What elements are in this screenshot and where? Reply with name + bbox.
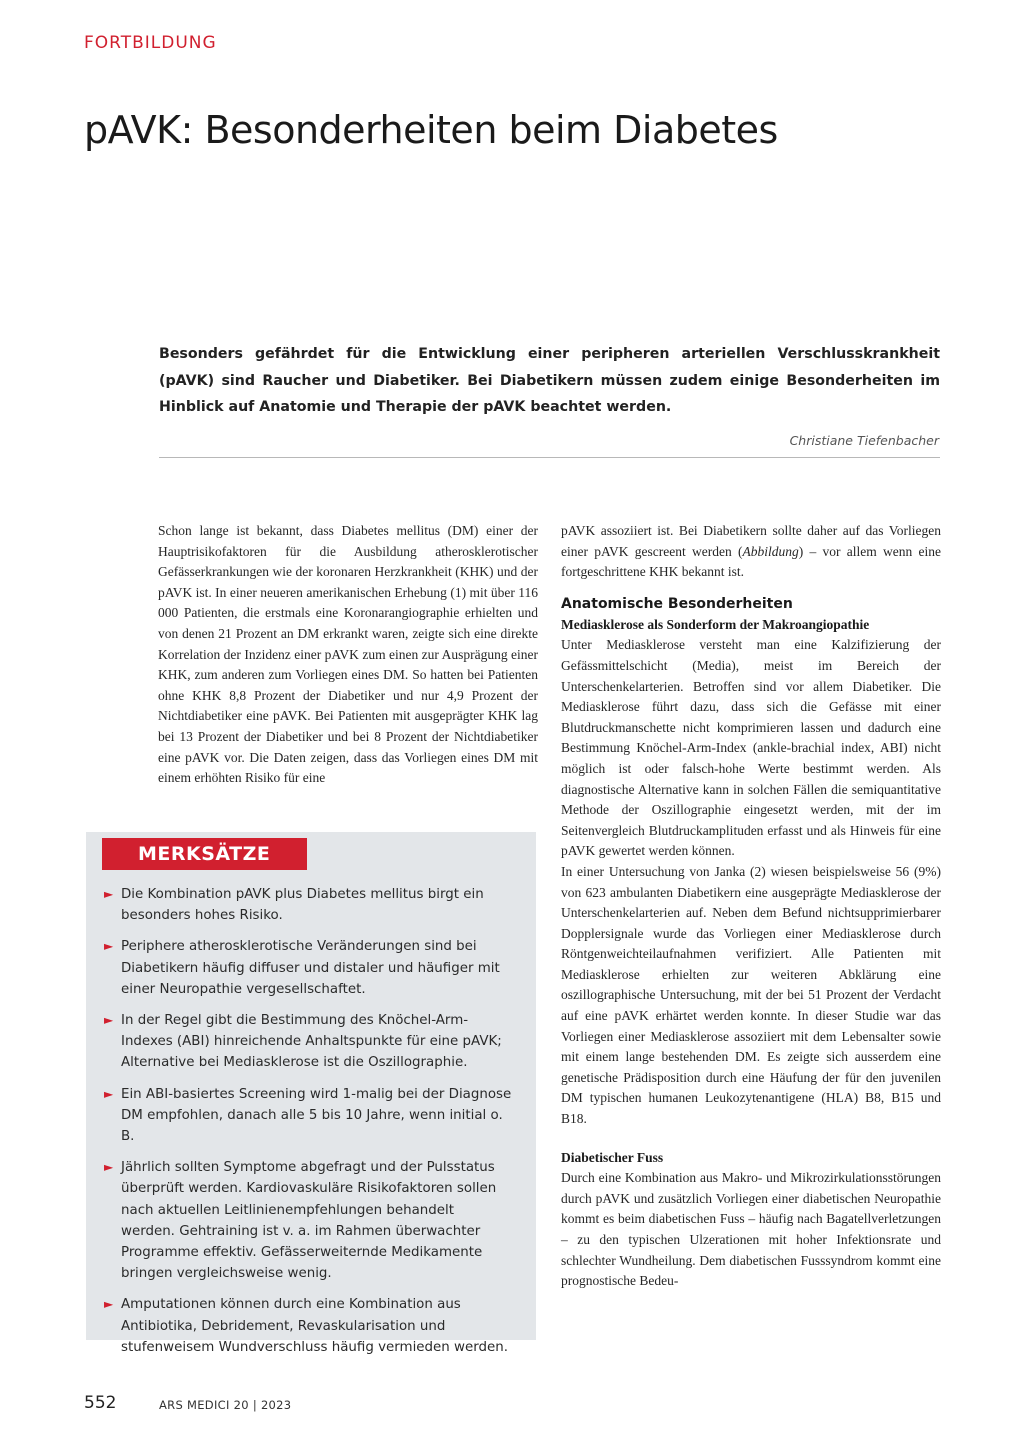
triangle-bullet-icon: ► [104, 939, 114, 954]
list-item [104, 1084, 512, 1148]
list-item [104, 884, 512, 926]
paragraph-text: pAVK assoziiert ist. Bei Diabetikern sollte daher auf das Vorliegen einer pAVK gescreent werden ( [561, 523, 941, 559]
article-lead: Besonders gefährdet für die Entwicklung einer peripheren arteriellen Verschlusskrankheit (pAVK) sind Raucher und Diabetiker. Bei Diabetikern müssen zudem einige Besonderheiten im Hinblick auf Anatomie und Therapie der pAVK beachtet werden. [159, 346, 940, 415]
triangle-bullet-icon: ► [104, 1013, 114, 1028]
list-item-text: Amputationen können durch eine Kombination aus Antibiotika, Debridement, Revaskularisation und stufenweisem Wundverschluss häufig vermieden werden. [121, 1297, 508, 1355]
right-column [561, 521, 941, 1292]
list-item [104, 1157, 512, 1284]
paragraph: Durch eine Kombination aus Makro- und Mikrozirkulationsstörungen durch pAVK und zusätzlich Vorliegen einer diabetischen Neuropathie kommt es beim diabetischen Fuss – häufig nach Bagatellverletzungen – zu den typischen Ulzerationen mit hoher Infektionsrate und schlechter Wundheilung. Dem diabetischen Fusssyndrom kommt eine prognostische Bedeu- [561, 1170, 941, 1289]
article-title: pAVK: Besonderheiten beim Diabetes [84, 108, 778, 152]
paragraph: In einer Untersuchung von Janka (2) wiesen beispielsweise 56 (9%) von 623 ambulanten Diabetikern eine ausgeprägte Mediasklerose der Unterschenkelarterien auf. Neben dem Befund nichtsupprimierbarer Dopplersignale wurde das Vorliegen einer Mediasklerose durch Röntgenweichteilaufnahmen verifiziert. Alle Patienten mit Mediasklerose erhielten zur weiteren Abklärung eine oszillographische Untersuchung, mit der bei 51 Prozent der Verdacht auf eine pAVK erhärtet werden konnte. In dieser Studie war das Vorliegen einer Mediasklerose assoziiert mit dem Lebensalter sowie mit einem lange bestehenden DM. Es zeigte sich ausserdem eine genetische Prädisposition durch eine Häufung der für den juvenilen DM typischen humanen Leukozytenantigene (HLA) B8, B15 und B18. [561, 863, 941, 1127]
author-name: Christiane Tiefenbacher [789, 433, 939, 448]
key-points-title: MERKSÄTZE [102, 838, 307, 870]
triangle-bullet-icon: ► [104, 1297, 114, 1312]
divider [159, 457, 940, 458]
left-column [158, 521, 538, 789]
list-item-text: Die Kombination pAVK plus Diabetes mellitus birgt ein besonders hohes Risiko. [121, 887, 484, 924]
subsection-heading: Diabetischer Fuss [561, 1149, 664, 1165]
key-points-list [104, 884, 512, 1368]
triangle-bullet-icon: ► [104, 1086, 114, 1101]
paragraph: Unter Mediasklerose versteht man eine Kalzifizierung der Gefässmittelschicht (Media), meist im Bereich der Unterschenkelarterien. Betroffen sind vor allem Diabetiker. Die Mediasklerose führt dazu, dass sich die Gefässe mit einer Blutdruckmanschette nicht komprimieren lassen und dadurch eine Bestimmung Knöchel-Arm-Index (ankle-brachial index, ABI) nicht möglich ist oder falsch-hohe Werte bestimmt werden. Als diagnostische Alternative kann in solchen Fällen die semiquantitative Methode der Oszillographie eingesetzt werden, mit der im Seitenvergleich Blutdruckamplituden erfasst und als Hinweis für eine pAVK gewertet werden können. [561, 637, 941, 859]
list-item [104, 1294, 512, 1358]
paragraph-text: ) – vor allem wenn eine fortgeschrittene KHK bekannt ist. [561, 543, 941, 580]
paragraph: Schon lange ist bekannt, dass Diabetes mellitus (DM) einer der Hauptrisikofaktoren für die Ausbildung atherosklerotischer Gefässerkrankungen wie der koronaren Herzkrankheit (KHK) und der pAVK ist. In einer neueren amerikanischen Erhebung (1) mit über 116 000 Patienten, die erstmals eine Koronarangiographie erhielten und von denen 21 Prozent an DM erkrankt waren, zeigte sich eine direkte Korrelation der Inzidenz einer pAVK zum einen zur Ausprägung einer KHK, zum anderen zum Vorliegen eines DM. So hatten bei Patienten ohne KHK 8,8 Prozent der Diabetiker und nur 4,9 Prozent der Nichtdiabetiker eine pAVK. Bei Patienten mit ausgeprägter KHK lag bei 13 Prozent der Diabetiker und bei 8 Prozent der Nichtdiabetiker eine pAVK vor. Die Daten zeigen, dass das Vorliegen eines DM mit einem erhöhten Risiko für eine [158, 523, 538, 786]
key-points-box [86, 832, 536, 1355]
list-item-text: In der Regel gibt die Bestimmung des Knöchel-Arm-Indexes (ABI) hinreichende Anhaltspunkte für eine pAVK; Alternative bei Mediasklerose ist die Oszillographie. [121, 1013, 502, 1071]
list-item [104, 936, 512, 1000]
list-item [104, 1010, 512, 1074]
section-label: FORTBILDUNG [84, 33, 217, 53]
page-number: 552 [84, 1393, 117, 1413]
triangle-bullet-icon: ► [104, 1160, 114, 1175]
subsection-heading: Mediasklerose als Sonderform der Makroangiopathie [561, 616, 870, 632]
list-item-text: Jährlich sollten Symptome abgefragt und der Pulsstatus überprüft werden. Kardiovaskuläre Risikofaktoren sollen nach aktuellen Leitlinienempfehlungen behandelt werden. Gehtraining ist v. a. im Rahmen überwachter Programme effektiv. Gefässerweiternde Medikamente bringen vergleichsweise wenig. [121, 1160, 497, 1282]
triangle-bullet-icon: ► [104, 887, 114, 901]
section-heading: Anatomische Besonderheiten [561, 595, 793, 612]
list-item-text: Ein ABI-basiertes Screening wird 1-malig bei der Diagnose DM empfohlen, danach alle 5 bis 10 Jahre, wenn initial o. B. [121, 1086, 512, 1145]
list-item-text: Periphere atherosklerotische Veränderungen sind bei Diabetikern häufig diffuser und distaler und häufiger mit einer Neuropathie vergesellschaftet. [121, 939, 500, 997]
journal-info: ARS MEDICI 20 | 2023 [159, 1398, 292, 1412]
figure-reference: Abbildung [742, 543, 799, 559]
paragraph [561, 521, 941, 583]
